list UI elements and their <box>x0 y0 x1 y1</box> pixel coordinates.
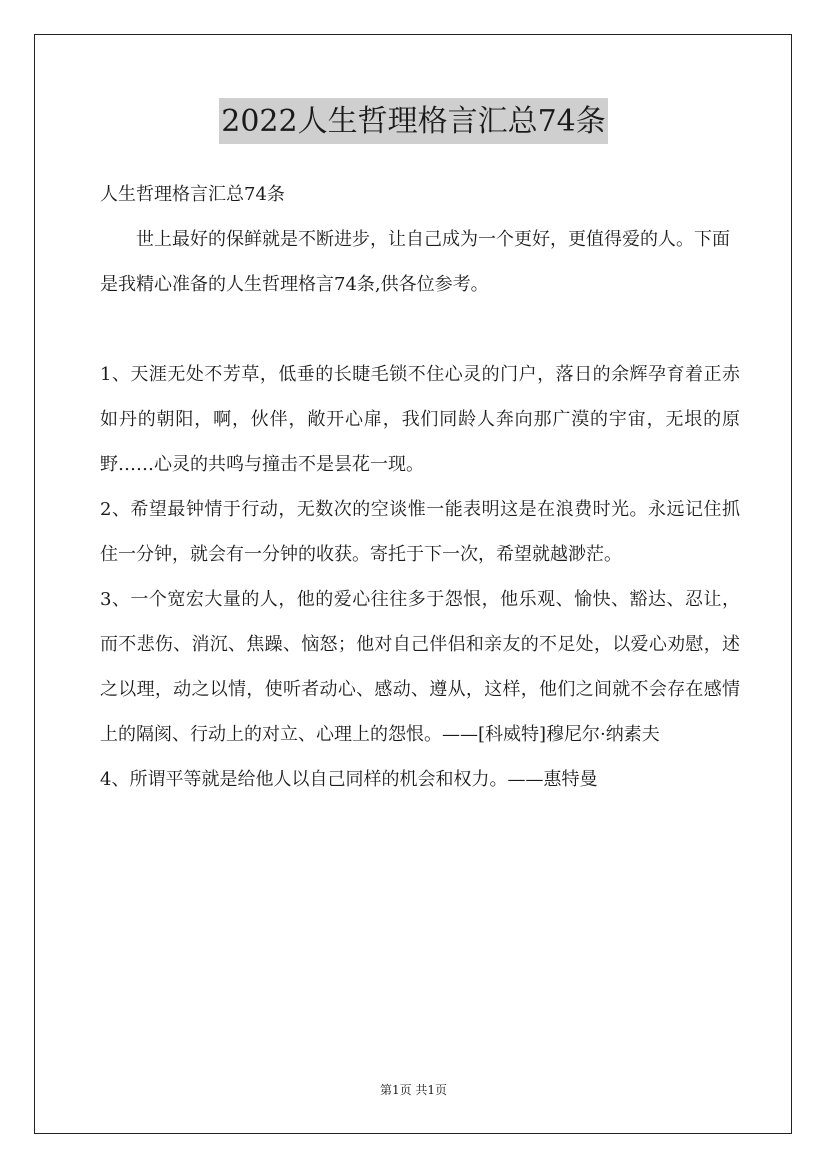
paragraph-spacer <box>100 307 740 352</box>
quote-item-4: 4、所谓平等就是给他人以自己同样的机会和权力。——惠特曼 <box>100 769 598 790</box>
quote-item-1: 1、天涯无处不芳草，低垂的长睫毛锁不住心灵的门户，落日的余辉孕育着正赤如丹的朝阳，啊，伙伴，敞开心扉，我们同龄人奔向那广漠的宇宙，无垠的原野……心灵的共鸣与撞击不是昙花一现。 <box>100 364 740 475</box>
document-body <box>100 172 740 802</box>
intro-paragraph: 世上最好的保鲜就是不断进步，让自己成为一个更好，更值得爱的人。下面是我精心准备的人生哲理格言74条,供各位参考。 <box>100 229 730 295</box>
document-subtitle: 人生哲理格言汇总74条 <box>100 184 285 205</box>
document-title-wrap <box>0 98 827 144</box>
quote-item-3: 3、一个宽宏大量的人，他的爱心往往多于怨恨，他乐观、愉快、豁达、忍让，而不悲伤、消沉、焦躁、恼怒；他对自己伴侣和亲友的不足处，以爱心劝慰，述之以理，动之以情，使听者动心、感动、遵从，这样，他们之间就不会存在感情上的隔阂、行动上的对立、心理上的怨恨。——[科威特]穆尼尔·纳素夫 <box>100 589 740 745</box>
document-title: 2022人生哲理格言汇总74条 <box>219 98 608 144</box>
page-number: 第1页 共1页 <box>379 1083 448 1097</box>
quote-item-2: 2、希望最钟情于行动，无数次的空谈惟一能表明这是在浪费时光。永远记住抓住一分钟，就会有一分钟的收获。寄托于下一次，希望就越渺茫。 <box>100 499 740 565</box>
page-footer <box>0 1082 827 1098</box>
